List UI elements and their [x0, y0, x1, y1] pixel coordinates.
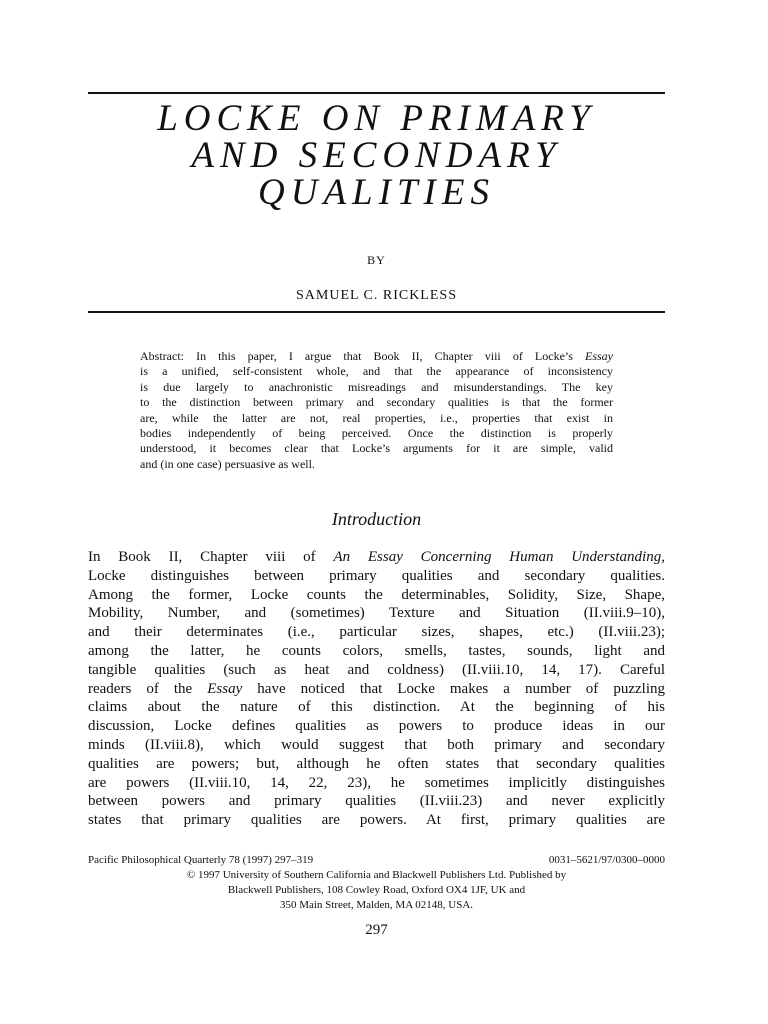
top-rule [88, 92, 665, 94]
body-line: qualities are powers; but, although he often states that secondary qualities [88, 755, 665, 772]
body-line: discussion, Locke defines qualities as powers to produce ideas in our [88, 718, 665, 735]
publisher-line: Blackwell Publishers, 108 Cowley Road, Oxford OX4 1JF, UK and [227, 884, 526, 896]
body-line: Among the former, Locke counts the determinables, Solidity, Size, Shape, [88, 586, 665, 603]
title-line-3: QUALITIES [258, 172, 495, 213]
body-line: readers of the Essay have noticed that Locke makes a number of puzzling [88, 680, 665, 697]
body-line: states that primary qualities are powers. At first, primary qualities are [88, 812, 665, 829]
title-bottom-rule [88, 311, 665, 313]
page-number: 297 [365, 922, 388, 938]
body-line: between powers and primary qualities (II.viii.23) and never explicitly [88, 793, 665, 810]
body-line: Locke distinguishes between primary qualities and secondary qualities. [88, 567, 665, 584]
abstract-line: is a unified, self-consistent whole, and that the appearance of inconsistency [140, 364, 613, 379]
abstract-line: to the distinction between primary and secondary qualities is that the former [140, 395, 613, 410]
abstract-line: bodies independently of being perceived. Once the distinction is properly [140, 426, 613, 441]
title-line-1: LOCKE ON PRIMARY [157, 98, 596, 139]
issn-code: 0031–5621/97/0300–0000 [548, 854, 665, 866]
journal-citation: Pacific Philosophical Quarterly 78 (1997) 297–319 [88, 854, 314, 866]
abstract-line: is due largely to anachronistic misreadings and misunderstandings. The key [140, 379, 613, 394]
footer [88, 853, 665, 913]
body-line: among the latter, he counts colors, smells, tastes, sounds, light and [88, 642, 665, 659]
body-line: tangible qualities (such as heat and coldness) (II.viii.10, 14, 17). Careful [88, 661, 665, 678]
abstract-line: Abstract: In this paper, I argue that Book II, Chapter viii of Locke’s Essay [140, 349, 613, 363]
body-line: Mobility, Number, and (sometimes) Texture and Situation (II.viii.9–10), [88, 605, 665, 622]
abstract-line: are, while the latter are not, real properties, i.e., properties that exist in [140, 410, 613, 425]
address-line: 350 Main Street, Malden, MA 02148, USA. [279, 899, 474, 911]
abstract-line: and (in one case) persuasive as well. [140, 456, 315, 471]
body-line: and their determinates (i.e., particular sizes, shapes, etc.) (II.viii.23); [88, 624, 665, 641]
byline: BY [367, 253, 386, 267]
abstract-line: understood, it becomes clear that Locke’s arguments for it are simple, valid [140, 441, 613, 456]
title-line-2: AND SECONDARY [191, 135, 562, 176]
copyright-line: © 1997 University of Southern California and Blackwell Publishers Ltd. Published by [186, 869, 567, 881]
author-name: SAMUEL C. RICKLESS [295, 288, 457, 303]
section-heading: Introduction [331, 509, 422, 529]
body-text [88, 548, 665, 830]
body-line: In Book II, Chapter viii of An Essay Concerning Human Understanding, [88, 549, 665, 565]
body-line: claims about the nature of this distinction. At the beginning of his [88, 699, 665, 716]
paper-title [88, 100, 665, 211]
body-line: are powers (II.viii.10, 14, 22, 23), he sometimes implicitly distinguishes [88, 774, 665, 791]
abstract [140, 349, 613, 472]
body-line: minds (II.viii.8), which would suggest that both primary and secondary [88, 736, 665, 753]
